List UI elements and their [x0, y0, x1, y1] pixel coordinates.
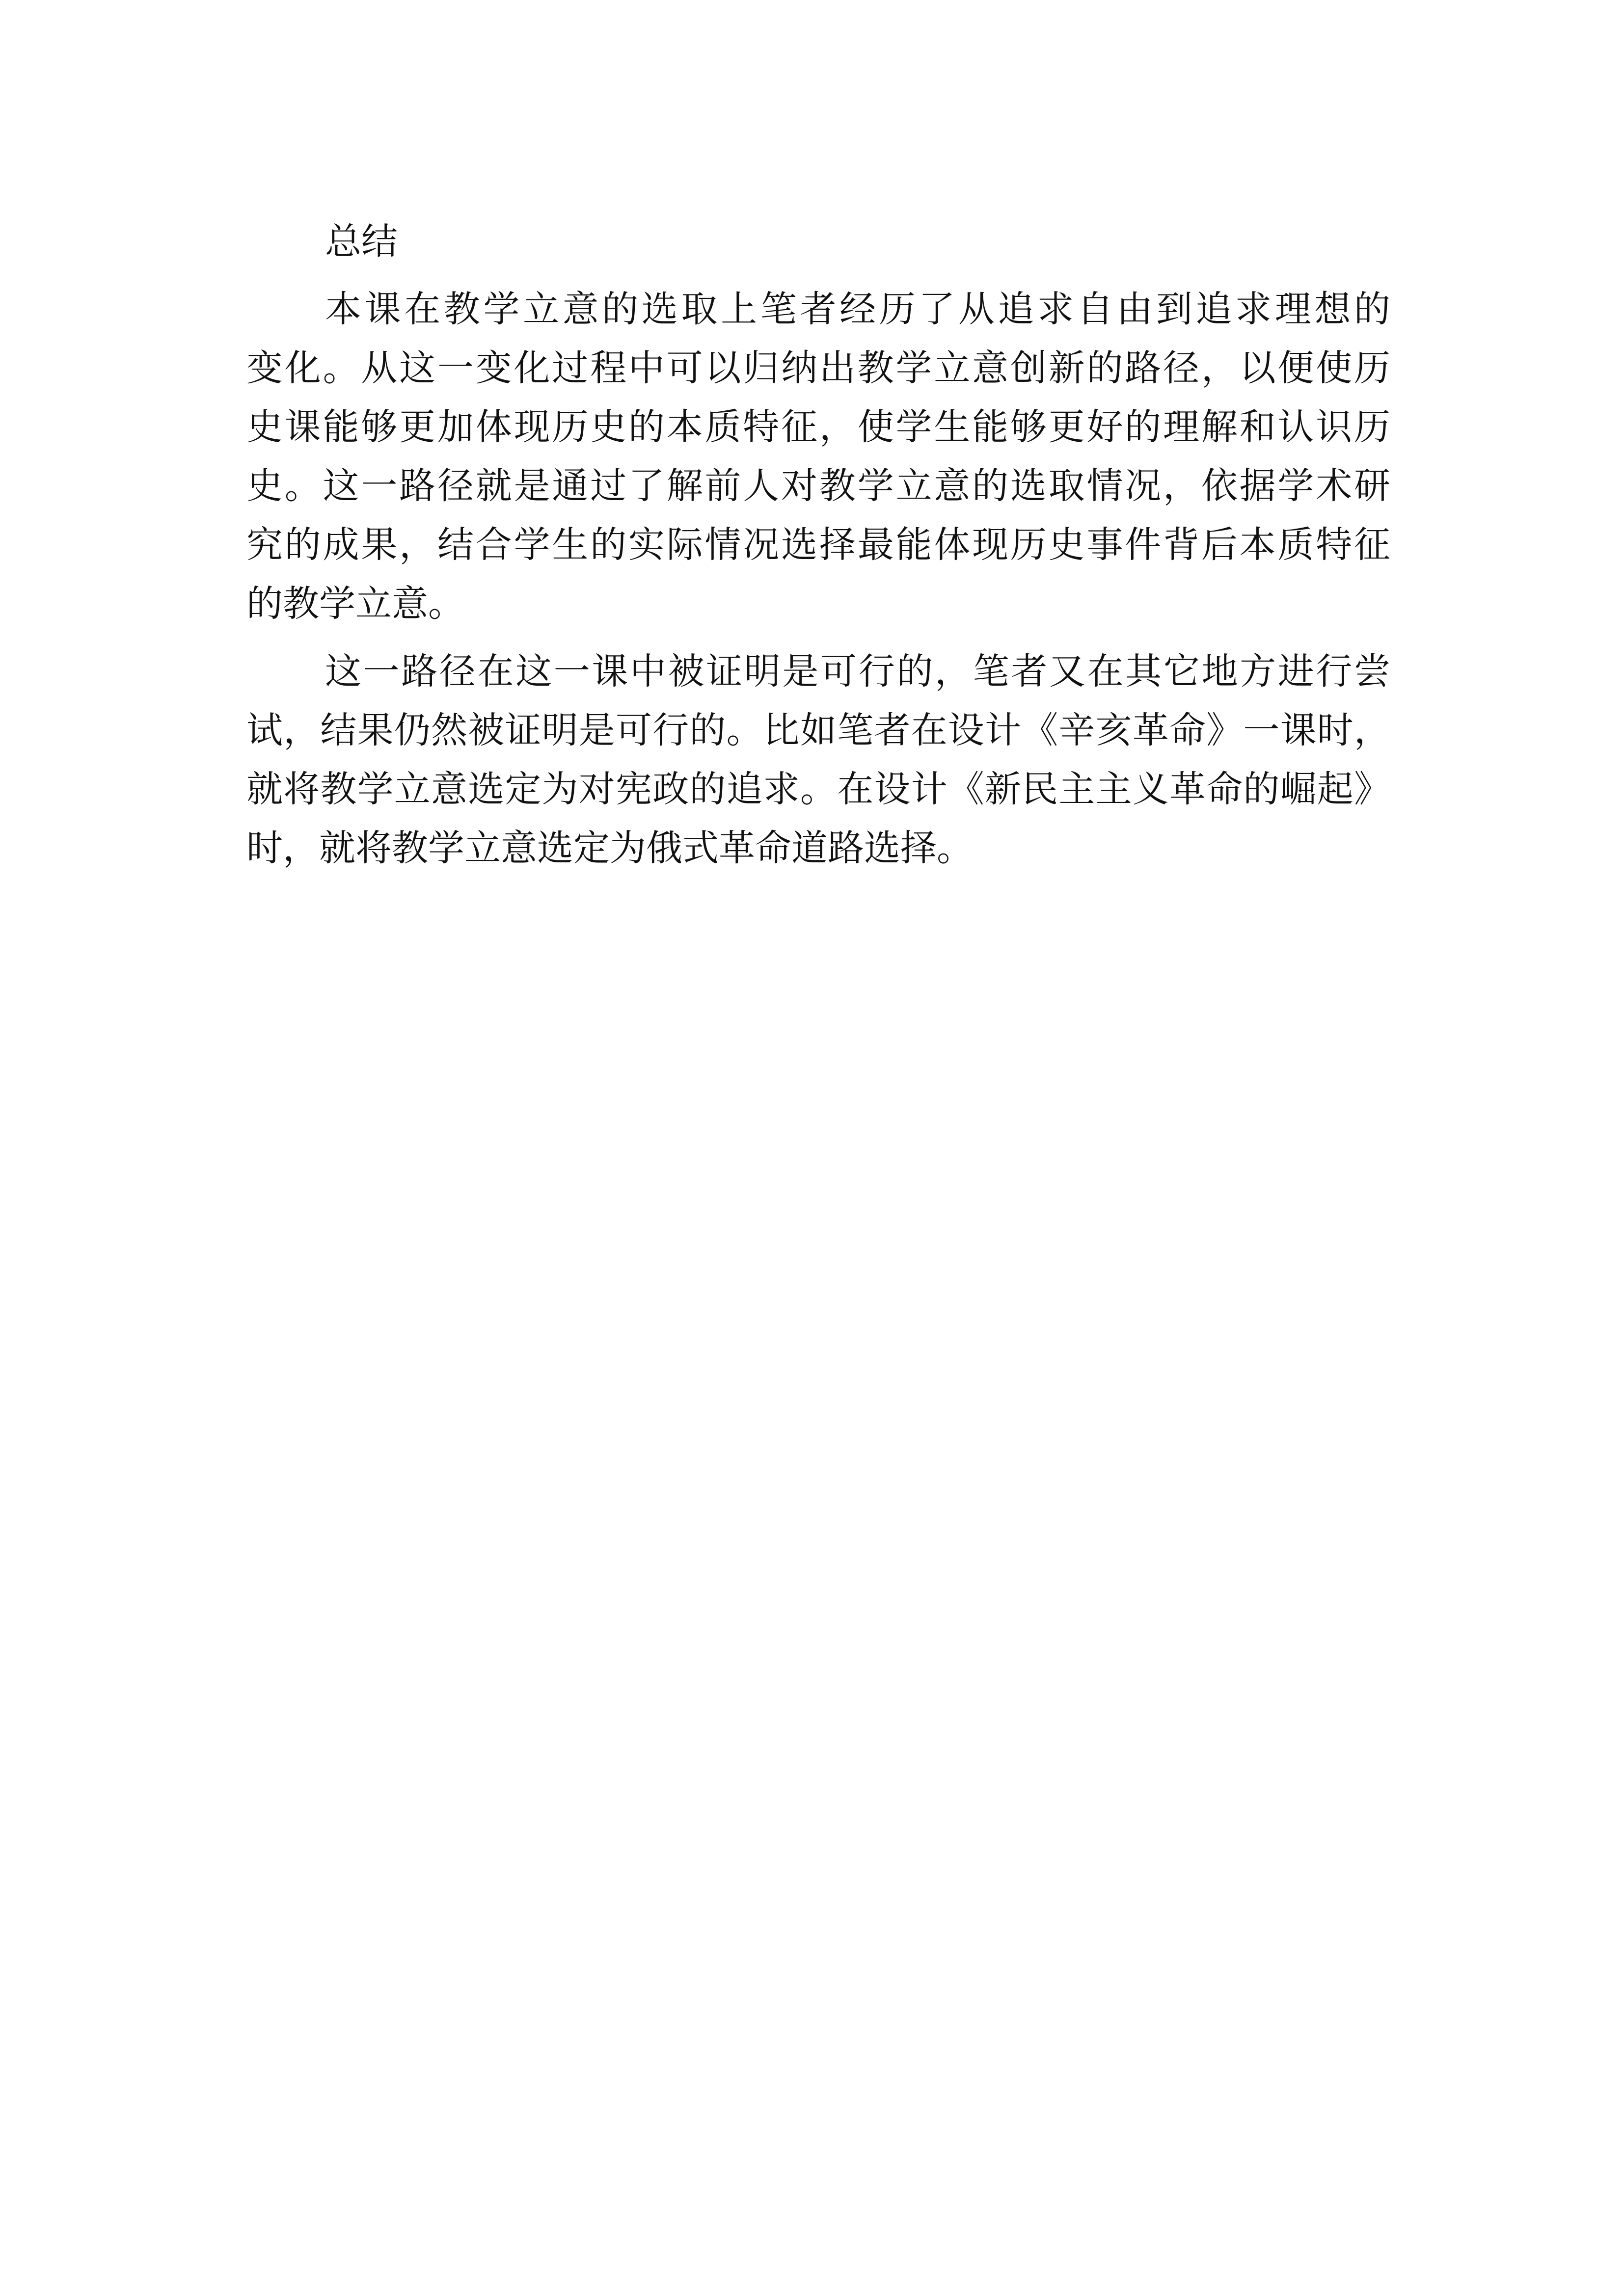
- paragraph-line: 时，就将教学立意选定为俄式革命道路选择。: [246, 827, 973, 869]
- paragraph-1: [246, 280, 1390, 633]
- paragraph-line: 的教学立意。: [246, 583, 464, 625]
- document-body: [246, 212, 1390, 878]
- paragraph-line: 试，结果仍然被证明是可行的。比如笔者在设计《辛亥革命》一课时，: [246, 709, 1390, 751]
- paragraph-line: 就将教学立意选定为对宪政的追求。在设计《新民主主义革命的崛起》: [246, 768, 1390, 810]
- paragraph-line: 究的成果，结合学生的实际情况选择最能体现历史事件背后本质特征: [246, 524, 1390, 566]
- section-heading: 总结: [325, 220, 398, 263]
- paragraph-line: 本课在教学立意的选取上笔者经历了从追求自由到追求理想的: [325, 288, 1390, 330]
- paragraph-line: 这一路径在这一课中被证明是可行的，笔者又在其它地方进行尝: [325, 650, 1390, 693]
- paragraph-gap: [246, 633, 1390, 642]
- paragraph-line: 变化。从这一变化过程中可以归纳出教学立意创新的路径，以便使历: [246, 347, 1390, 389]
- paragraph-line: 史课能够更加体现历史的本质特征，使学生能够更好的理解和认识历: [246, 406, 1390, 448]
- paragraph-2: [246, 642, 1390, 878]
- paragraph-line: 史。这一路径就是通过了解前人对教学立意的选取情况，依据学术研: [246, 465, 1390, 507]
- paragraph-gap: [246, 271, 1390, 280]
